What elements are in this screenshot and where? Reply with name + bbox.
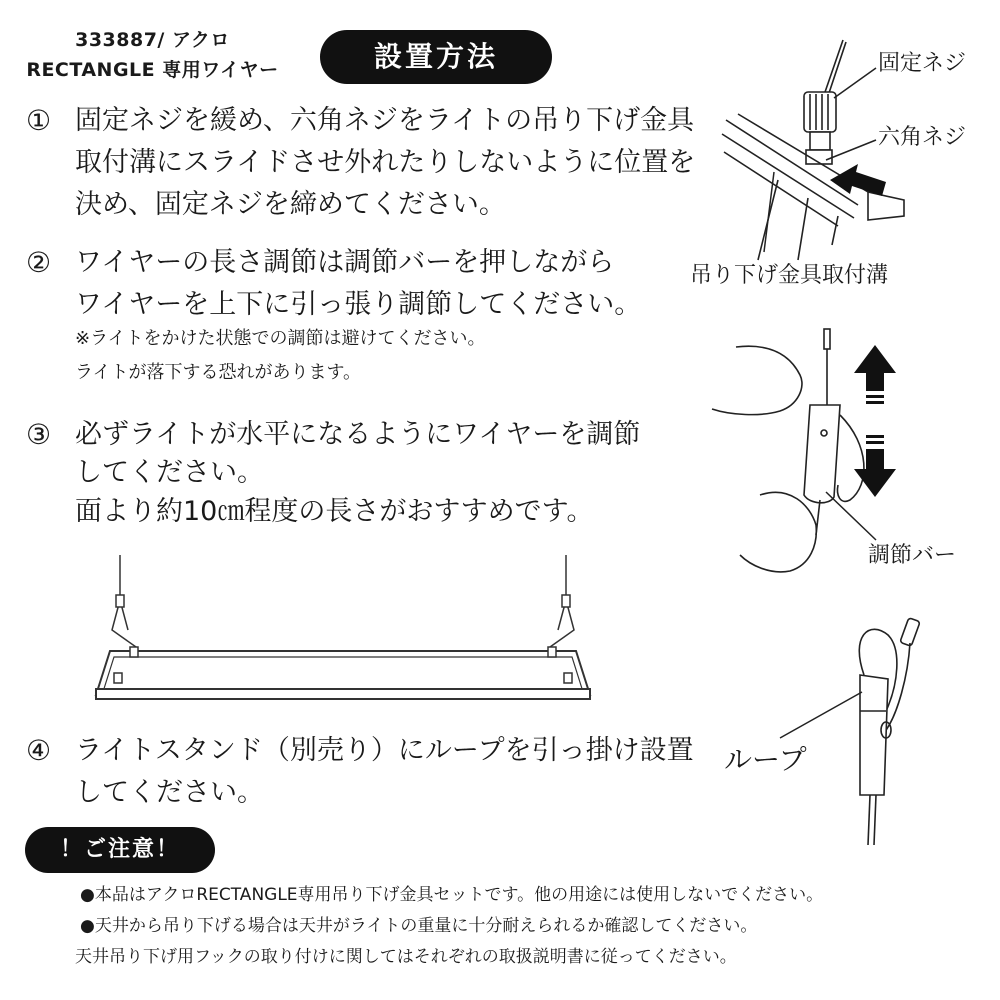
label-loop: ループ [724, 743, 807, 776]
step-3-line-3: 面より約10㎝程度の長さがおすすめです。 [75, 496, 594, 527]
step-3-line-2: してください。 [75, 457, 264, 488]
step-2-number: ② [26, 246, 52, 279]
label-adjust-bar: 調節バー [868, 543, 957, 568]
page-title: 設置方法 [320, 30, 552, 84]
caution-badge: ！ご注意！ [25, 827, 215, 873]
product-name: RECTANGLE 専用ワイヤー [26, 59, 279, 81]
caution-item-1: ●本品はアクロRECTANGLE専用吊り下げ金具セットです。他の用途には使用しないでください。 [80, 885, 824, 905]
step-1-line-1: 固定ネジを緩め、六角ネジをライトの吊り下げ金具 [75, 105, 695, 136]
step-4-line-2: してください。 [75, 777, 264, 808]
step-2-line-1: ワイヤーの長さ調節は調節バーを押しながら [75, 247, 615, 278]
step-1-line-3: 決め、固定ネジを締めてください。 [75, 189, 506, 220]
step-2-note-1: ※ライトをかけた状態での調節は避けてください。 [75, 328, 486, 349]
label-fixing-screw: 固定ネジ [878, 51, 967, 76]
step-2-note-2: ライトが落下する恐れがあります。 [75, 362, 362, 383]
step-3-line-1: 必ずライトが水平になるようにワイヤーを調節 [75, 419, 641, 450]
step-1-number: ① [26, 104, 52, 137]
step-1-line-2: 取付溝にスライドさせ外れたりしないように位置を [75, 147, 696, 178]
label-mount-groove: 吊り下げ金具取付溝 [690, 263, 889, 288]
step-4-line-1: ライトスタンド（別売り）にループを引っ掛け設置 [75, 735, 694, 766]
step-2-line-2: ワイヤーを上下に引っ張り調節してください。 [75, 289, 642, 320]
caution-item-2: ●天井から吊り下げる場合は天井がライトの重量に十分耐えられるか確認してください。 [80, 916, 758, 936]
caution-item-3: 天井吊り下げ用フックの取り付けに関してはそれぞれの取扱説明書に従ってください。 [75, 947, 737, 967]
label-hex-screw: 六角ネジ [878, 125, 967, 150]
product-code: 333887/ アクロ [75, 29, 230, 51]
step-3-number: ③ [26, 418, 52, 451]
step-4-number: ④ [26, 734, 52, 767]
